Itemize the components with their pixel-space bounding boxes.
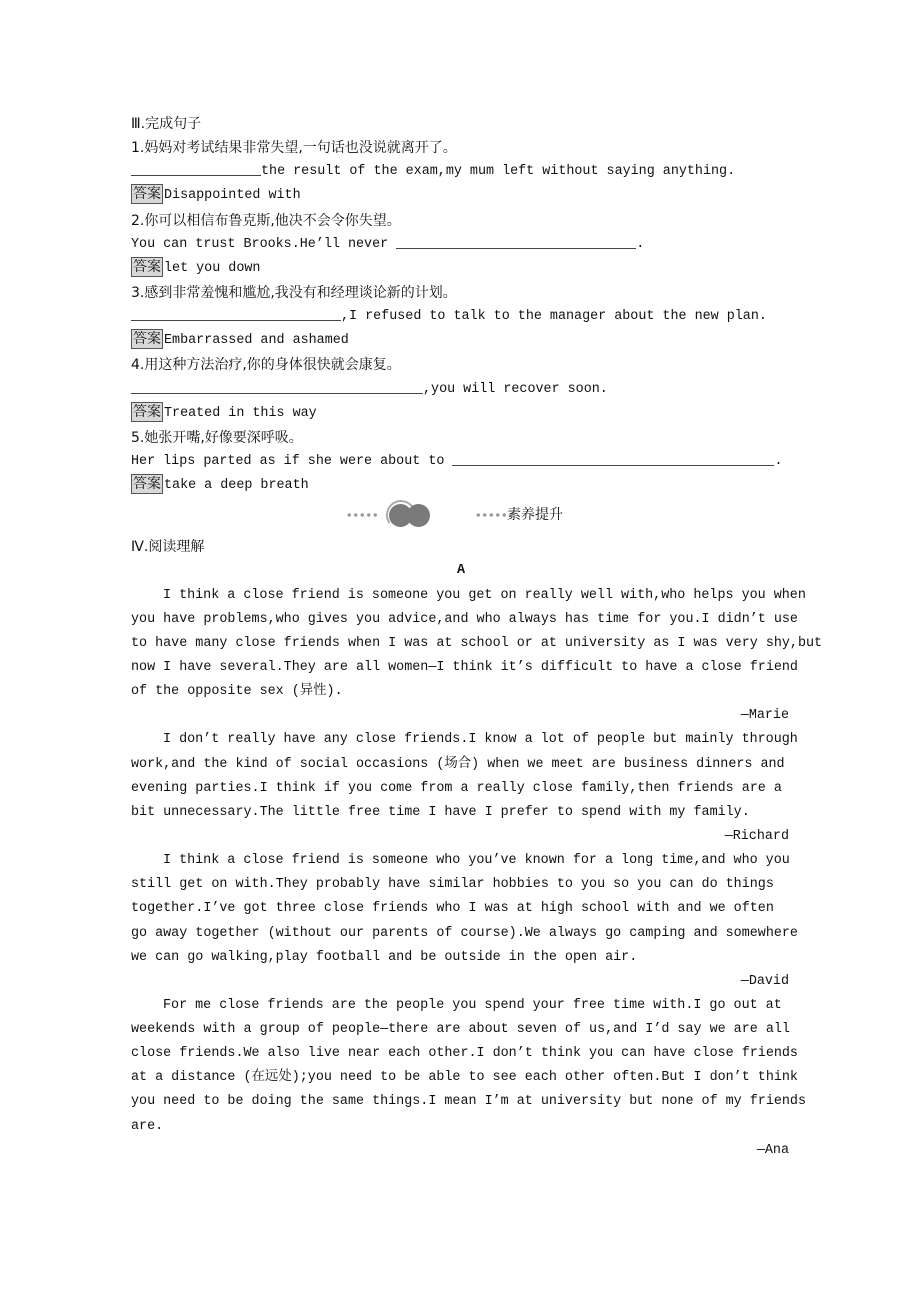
sentence: ,I refused to talk to the manager about the new plan.: [131, 305, 811, 329]
exercise-4: [131, 353, 811, 425]
paragraph-line: evening parties.I think if you come from a really close family,then friends are a: [131, 780, 782, 796]
document-page: [131, 112, 823, 1163]
section-title: Ⅳ.阅读理解: [131, 539, 205, 556]
answer-text: Embarrassed and ashamed: [164, 333, 349, 349]
paragraph: [131, 584, 823, 729]
exercise-2: [131, 209, 811, 281]
paragraph-line: you have problems,who gives you advice,and who always has time for you.I didn’t use: [131, 611, 798, 627]
paragraph-line: I think a close friend is someone you get on really well with,who helps you when: [163, 587, 806, 603]
question-text: 1.妈妈对考试结果非常失望,一句话也没说就离开了。: [131, 140, 457, 157]
dots-icon: [346, 513, 378, 517]
sentence: the result of the exam,my mum left without saying anything.: [131, 160, 811, 184]
paragraph-line: I don’t really have any close friends.I know a lot of people but mainly through: [163, 732, 798, 748]
answer-row: [131, 257, 811, 281]
sentence: You can trust Brooks.He’ll never .: [131, 233, 811, 257]
paragraph-line: work,and the kind of social occasions (场合) when we meet are business dinners and: [131, 756, 785, 772]
exercise-3: [131, 281, 811, 353]
paragraph-line: you need to be doing the same things.I mean I’m at university but none of my friends: [131, 1094, 806, 1110]
answer-row: [131, 474, 811, 498]
author-signature: —Marie: [740, 708, 789, 724]
paragraph-line: I think a close friend is someone who you’ve known for a long time,and who you: [163, 853, 790, 869]
question-text: 3.感到非常羞愧和尴尬,我没有和经理谈论新的计划。: [131, 284, 457, 301]
answer-blank: [131, 160, 261, 176]
answer-blank: [131, 378, 423, 394]
answer-row: [131, 402, 811, 426]
dots-icon: [475, 513, 507, 517]
answer-badge: 答案: [133, 258, 161, 275]
paragraph-line: weekends with a group of people—there are about seven of us,and I’d say we are all: [131, 1022, 790, 1038]
circle-icon: [407, 504, 430, 527]
passage-title: A: [456, 563, 466, 579]
paragraph: [131, 994, 811, 1163]
paragraph-line: together.I’ve got three close friends who I was at high school with and we often: [131, 901, 774, 917]
question-text: 2.你可以相信布鲁克斯,他决不会令你失望。: [131, 212, 401, 229]
answer-text: Disappointed with: [164, 188, 301, 204]
answer-text: take a deep breath: [164, 478, 309, 494]
section-banner: [131, 498, 811, 535]
question-text: 4.用这种方法治疗,你的身体很快就会康复。: [131, 357, 401, 374]
sentence: Her lips parted as if she were about to .: [131, 450, 811, 474]
answer-badge: 答案: [133, 476, 161, 493]
paragraph-line: For me close friends are the people you spend your free time with.I go out at: [163, 997, 782, 1013]
paragraph-line: we can go walking,play football and be outside in the open air.: [131, 949, 638, 965]
paragraph-line: at a distance (在远处);you need to be able to see each other often.But I don’t think: [131, 1070, 798, 1086]
paragraph-line: close friends.We also live near each other.I don’t think you can have close friends: [131, 1046, 798, 1062]
paragraph: [131, 849, 811, 994]
answer-badge: 答案: [133, 331, 161, 348]
passage: [131, 584, 823, 1163]
paragraph-line: of the opposite sex (异性).: [131, 684, 343, 700]
sentence: ,you will recover soon.: [131, 378, 811, 402]
answer-blank: [452, 450, 774, 466]
author-signature: —Ana: [756, 1142, 789, 1158]
answer-row: [131, 329, 811, 353]
paragraph-line: bit unnecessary.The little free time I have I prefer to spend with my family.: [131, 804, 750, 820]
question-text: 5.她张开嘴,好像要深呼吸。: [131, 429, 303, 446]
author-signature: —Richard: [724, 828, 789, 844]
answer-blank: [396, 233, 636, 249]
section-title: Ⅲ.完成句子: [131, 116, 202, 132]
answer-text: let you down: [164, 260, 261, 276]
paragraph-line: to have many close friends when I was at school or at university as I was very shy,but: [131, 635, 823, 651]
banner-label: 素养提升: [507, 507, 563, 524]
paragraph-line: now I have several.They are all women—I think it’s difficult to have a close friend: [131, 659, 798, 675]
answer-text: Treated in this way: [164, 405, 317, 421]
paragraph-line: still get on with.They probably have similar hobbies to you so you can do things: [131, 877, 774, 893]
answer-blank: [131, 305, 341, 321]
exercise-5: [131, 426, 811, 498]
author-signature: —David: [740, 973, 789, 989]
answer-badge: 答案: [133, 403, 161, 420]
exercise-1: [131, 136, 811, 208]
paragraph-line: go away together (without our parents of course).We always go camping and somewhere: [131, 925, 798, 941]
answer-badge: 答案: [133, 186, 161, 203]
answer-row: [131, 184, 811, 208]
paragraph-line: are.: [131, 1118, 164, 1134]
paragraph: [131, 728, 811, 849]
